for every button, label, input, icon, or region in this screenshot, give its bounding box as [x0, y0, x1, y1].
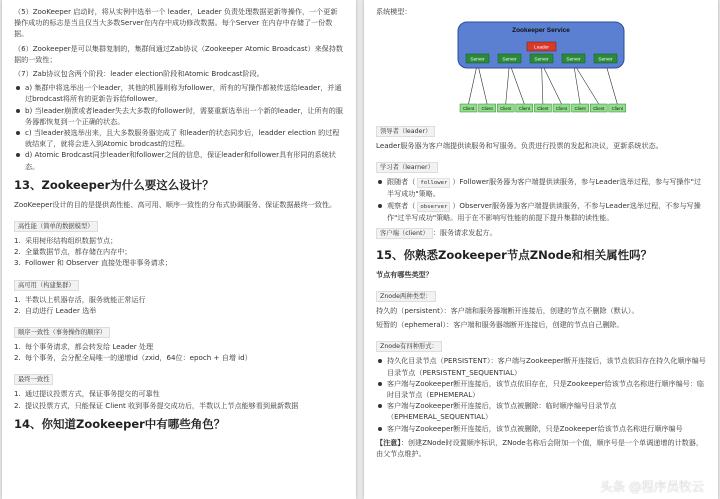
watermark: 头条 @程序员牧云	[600, 479, 704, 494]
list-item: 1. 通过提议投票方式，保证事务提交的可靠性	[14, 389, 160, 399]
section-heading-13: 13、Zookeeper为什么要这么设计？	[14, 177, 214, 192]
server-label: Server	[534, 57, 549, 63]
client-label: Client	[481, 106, 493, 112]
zookeeper-architecture-diagram	[456, 20, 626, 116]
list-item: 3. Follower 和 Observer 直接处理非事务请求；	[14, 258, 172, 268]
list-item: 客户端与Zookeeper断开连接后，该节点依旧存在，只是Zookeeper给该节点名称进行顺序编号：临时目录节点（EPHEMERAL）	[376, 378, 706, 400]
client-connection	[542, 63, 543, 104]
list-item: a) 集群中将选举出一个leader，其他的机器则称为follower，所有的写操作都被传送给leader，并通过brodcast将所有的更新告诉给follower。	[14, 82, 344, 104]
service-title: Zookeeper Service	[512, 27, 570, 35]
learner-tag: 学习者（learner）	[376, 162, 438, 173]
client-connection	[574, 63, 581, 104]
client-connection	[574, 63, 599, 104]
tag-high-performance: 高性能（简单的数据模型）	[14, 221, 98, 232]
list-item: 1. 每个事务请求，都会转发给 Leader 处理	[14, 342, 154, 352]
tag-sequential-consistency: 顺序一致性（事务操作的顺序）	[14, 327, 110, 338]
client-connection	[478, 63, 488, 104]
right-page	[364, 0, 718, 499]
paragraph: ZooKeeper设计的目的是提供高性能、高可用、顺序一致性的分布式协调服务、保证数据最终一致性。	[14, 199, 337, 209]
eventual-consistency-list	[14, 388, 344, 410]
client-group	[460, 104, 626, 112]
note: 【注意】：创建ZNode时设置顺序标识，ZNode名称后会附加一个值，顺序号是一个单调递增的计数器，由父节点维护。	[376, 437, 703, 459]
leader-description: Leader服务器为客户端提供读服务和写服务。负责进行投票的发起和决议，更新系统状态。	[376, 141, 663, 151]
zab-phase-list	[14, 82, 344, 172]
list-item: 1. 半数以上机器存活，服务就能正常运行	[14, 294, 146, 304]
node-types-question: 节点有哪些类型？	[376, 269, 433, 279]
section-heading-14: 14、你知道Zookeeper中有哪些角色？	[14, 416, 226, 431]
paragraph: （5）ZooKeeper 启动时，将从实例中选举一个 leader，Leader 负责处理数据更新等操作，一个更新操作成功的标志是当且仅当大多数Server在内存中成功修改数据。每个Server 在内存中存储了一份数据。	[14, 7, 338, 39]
client-label: Client	[462, 106, 475, 112]
znode-forms-list	[376, 355, 706, 433]
learner-list	[376, 176, 706, 222]
section-heading-15: 15、你熟悉Zookeeper节点ZNode和相关属性吗？	[376, 247, 653, 262]
list-item: c) 当leader被选举出来，且大多数服务器完成了 和leader的状态同步后，leadder election 的过程就结束了，就将会进入到Atomic brodcast的过程。	[14, 127, 344, 149]
list-item: 客户端与Zookeeper断开连接后，该节点被删除，只是Zookeeper给该节点名称进行顺序编号	[376, 423, 706, 434]
list-item: 观察者（ observer ）Observer服务器为客户端提供读服务，不参与Leader选举过程，不参与写操作"过半写成功"策略。用于在不影响写性能的前提下提升集群的读性能。	[376, 200, 706, 223]
list-item: 2. 提议投票方式，只能保证 Client 收到事务提交成功后，半数以上节点能够看到最新数据	[14, 400, 299, 410]
client-label: Client	[518, 106, 530, 112]
leader-label: Leader	[534, 45, 549, 51]
client-connection	[542, 63, 562, 104]
client-connection	[469, 63, 478, 104]
paragraph: （6）Zookeeper是可以集群复制的，集群间通过Zab协议（Zookeeper Atomic Broadcast）来保持数据的一致性；	[14, 43, 343, 64]
high-performance-list	[14, 235, 344, 269]
client-label: Client	[574, 106, 586, 112]
server-label: Server	[470, 57, 485, 63]
code-follower: follower	[417, 178, 450, 188]
client-line: 客户端（client） ：服务请求发起方。	[376, 226, 706, 242]
client-label: Client	[611, 106, 623, 112]
list-item: b) 当leader崩溃或者leader失去大多数的follower时，需要重新选举出一个新的leader，让所有的服务器都恢复到一个正确的状态。	[14, 105, 344, 127]
client-connection	[606, 63, 618, 104]
list-item: 1. 采用树形结构组织数据节点；	[14, 236, 118, 246]
list-item: 跟随者（ follower ）Follower服务器为客户端提供读服务，参与Leader选举过程，参与写操作"过半写成功"策略。	[376, 176, 706, 199]
leader-tag: 领导者（leader）	[376, 126, 435, 137]
code-observer: observer	[417, 202, 450, 212]
client-label: Client	[537, 106, 549, 112]
model-label: 系统模型：	[376, 7, 412, 16]
list-item: 2. 每个事务，会分配全局唯一的递增id（zxid，64位：epoch + 自增 id）	[14, 353, 252, 363]
server-label: Server	[566, 57, 581, 63]
left-page	[2, 0, 356, 499]
client-label: Client	[593, 106, 605, 112]
client-connection	[510, 63, 525, 104]
list-item: d) Atomic Brodcast同步leader和follower之间的信息，保证leader和follower具有形同的系统状态。	[14, 149, 344, 171]
diagram-connections	[469, 63, 618, 104]
server-label: Server	[502, 57, 517, 63]
high-availability-list	[14, 294, 344, 316]
tag-eventual-consistency: 最终一致性	[14, 374, 53, 385]
ephemeral-description: 短暂的（ephemeral）：客户端和服务器端断开连接后，创建的节点自己删除。	[376, 320, 624, 330]
sequential-consistency-list	[14, 341, 344, 363]
client-tag: 客户端（client）	[376, 228, 433, 239]
client-label: Client	[555, 106, 568, 112]
persistent-description: 持久的（persistent）：客户端和服务器端断开连接后，创建的节点不删除（默认）。	[376, 306, 639, 316]
list-item: 2. 自动进行 Leader 选举	[14, 305, 97, 315]
list-item: 持久化目录节点（PERSISTENT）：客户端与Zookeeper断开连接后，该节点依旧存在持久化顺序编号目录节点（PERSISTENT_SEQUENTIAL）	[376, 355, 706, 377]
tag-high-availability: 高可用（构建集群）	[14, 280, 79, 291]
list-item: 2. 全量数据节点，都存储在内存中；	[14, 247, 132, 257]
list-item: 客户端与Zookeeper断开连接后，该节点被删除：临时顺序编号目录节点（EPHEMERAL_SEQUENTIAL）	[376, 400, 706, 422]
server-label: Server	[598, 57, 613, 63]
znode-forms-tag: Znode有四种形式：	[376, 341, 442, 352]
znode-types-tag: Znode两种类型：	[376, 291, 436, 302]
paragraph: （7）Zab协议包含两个阶段：leader election阶段和Atomic Brodcast阶段。	[14, 69, 264, 79]
client-connection	[506, 63, 510, 104]
client-label: Client	[500, 106, 512, 112]
